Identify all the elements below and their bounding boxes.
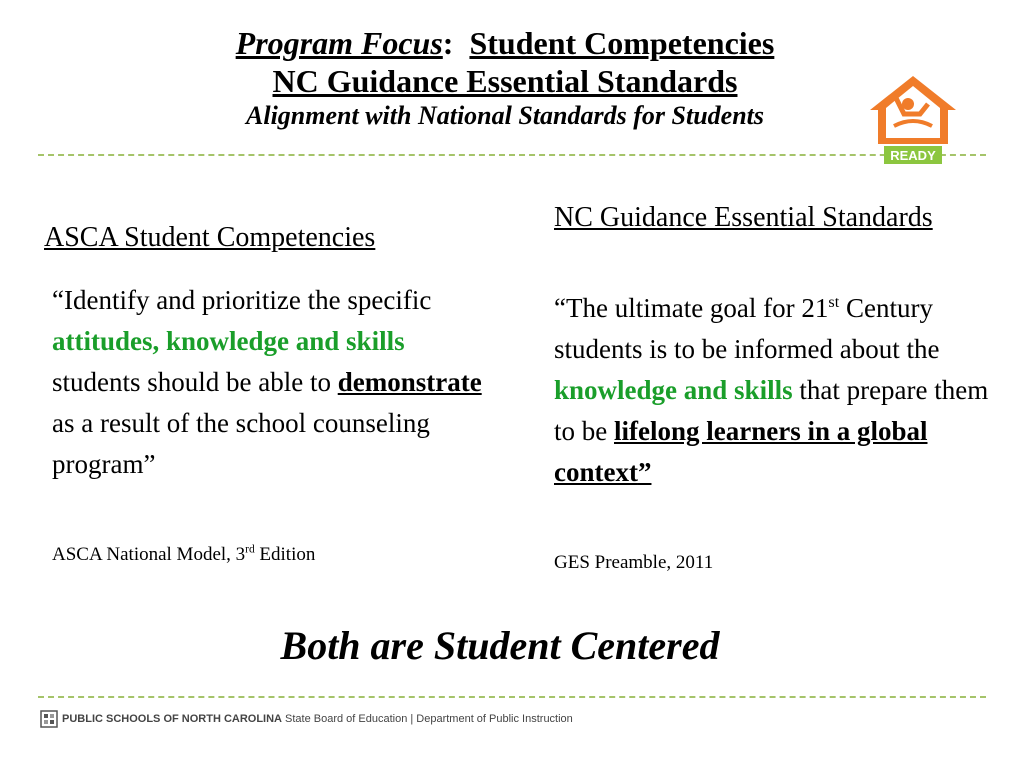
- title-block: [0, 24, 1010, 132]
- title-focus: Program Focus: [235, 25, 443, 61]
- asca-quote-end: as a result of the school counseling program”: [52, 408, 430, 479]
- asca-citation-pre: ASCA National Model, 3: [52, 544, 246, 565]
- title-colon: :: [442, 25, 454, 61]
- nc-quote-highlight: knowledge and skills: [554, 375, 793, 405]
- nc-seal-icon: [40, 710, 58, 728]
- nc-quote: [554, 288, 994, 493]
- footer: [40, 710, 573, 728]
- asca-quote-demonstrate: demonstrate: [337, 367, 482, 397]
- nc-quote-open: “The ultimate goal for 21: [554, 293, 829, 323]
- asca-quote-highlight: attitudes, knowledge and skills: [52, 326, 405, 356]
- asca-citation-sup: rd: [245, 543, 255, 556]
- nc-quote-lifelong: lifelong learners in a global context: [554, 416, 928, 487]
- nc-quote-close: ”: [637, 457, 652, 487]
- footer-org: PUBLIC SCHOOLS OF NORTH CAROLINA: [62, 713, 282, 725]
- title-competencies: Student Competencies: [469, 25, 775, 61]
- nc-heading: NC Guidance Essential Standards: [554, 202, 933, 233]
- asca-citation-post: Edition: [254, 544, 316, 565]
- nc-quote-sup: st: [828, 293, 840, 311]
- bottom-divider: [38, 696, 986, 698]
- nc-citation: GES Preamble, 2011: [554, 552, 714, 573]
- footer-sub: State Board of Education | Department of Public Instruction: [285, 713, 573, 725]
- asca-quote-mid: students should be able to: [52, 367, 338, 397]
- asca-quote-open: “Identify and prioritize the specific: [52, 285, 432, 315]
- asca-quote: [52, 280, 492, 485]
- title-line-2: NC Guidance Essential Standards: [272, 63, 738, 99]
- logo-label: READY: [890, 148, 936, 163]
- asca-heading: ASCA Student Competencies: [44, 222, 376, 253]
- title-line-3: Alignment with National Standards for Students: [246, 101, 764, 130]
- nc-quote-mid2: that prepare them to be: [554, 375, 989, 446]
- title-line-1: [0, 24, 1010, 62]
- ready-logo-icon: [868, 74, 958, 166]
- nc-quote-mid: Century students is to be informed about the: [554, 293, 940, 364]
- asca-citation: [52, 544, 315, 566]
- top-divider: [38, 154, 986, 156]
- closing-statement: Both are Student Centered: [280, 623, 720, 668]
